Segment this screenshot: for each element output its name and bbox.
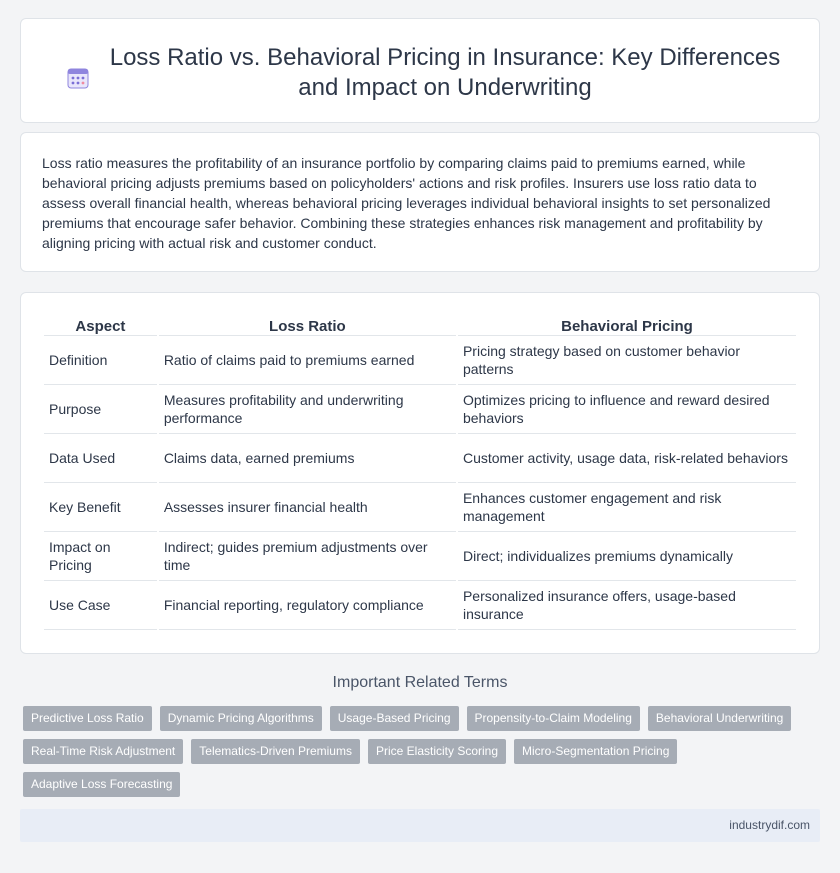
cell-aspect: Use Case	[44, 581, 157, 630]
related-terms-heading: Important Related Terms	[332, 674, 508, 691]
cell-aspect: Key Benefit	[44, 483, 157, 532]
cell-behavioral-pricing: Personalized insurance offers, usage-based insurance	[458, 581, 796, 630]
table-row	[44, 434, 796, 483]
cell-aspect: Purpose	[44, 385, 157, 434]
cell-behavioral-pricing: Customer activity, usage data, risk-related behaviors	[458, 434, 796, 483]
header-aspect: Aspect	[44, 314, 157, 336]
table-row	[44, 532, 796, 581]
table-row	[44, 581, 796, 630]
cell-aspect: Definition	[44, 336, 157, 385]
header-behavioral-pricing: Behavioral Pricing	[458, 314, 796, 336]
table-row	[44, 483, 796, 532]
related-term-tag[interactable]: Predictive Loss Ratio	[23, 706, 152, 731]
comparison-table-card	[20, 292, 820, 654]
cell-loss-ratio: Indirect; guides premium adjustments over time	[159, 532, 456, 581]
cell-loss-ratio: Measures profitability and underwriting performance	[159, 385, 456, 434]
table-row	[44, 385, 796, 434]
table-header-row	[44, 314, 796, 336]
related-term-tag[interactable]: Price Elasticity Scoring	[368, 739, 506, 764]
related-term-tag[interactable]: Usage-Based Pricing	[330, 706, 459, 731]
cell-behavioral-pricing: Direct; individualizes premiums dynamically	[458, 532, 796, 581]
title-card	[20, 18, 820, 123]
related-terms-list	[23, 706, 813, 805]
related-term-tag[interactable]: Adaptive Loss Forecasting	[23, 772, 180, 797]
cell-loss-ratio: Claims data, earned premiums	[159, 434, 456, 483]
related-term-tag[interactable]: Micro-Segmentation Pricing	[514, 739, 677, 764]
related-term-tag[interactable]: Propensity-to-Claim Modeling	[467, 706, 640, 731]
cell-loss-ratio: Financial reporting, regulatory compliance	[159, 581, 456, 630]
cell-behavioral-pricing: Optimizes pricing to influence and reward desired behaviors	[458, 385, 796, 434]
cell-behavioral-pricing: Pricing strategy based on customer behavior patterns	[458, 336, 796, 385]
comparison-table	[42, 314, 798, 630]
cell-loss-ratio: Assesses insurer financial health	[159, 483, 456, 532]
cell-aspect: Impact on Pricing	[44, 532, 157, 581]
header-loss-ratio: Loss Ratio	[159, 314, 456, 336]
cell-loss-ratio: Ratio of claims paid to premiums earned	[159, 336, 456, 385]
related-term-tag[interactable]: Behavioral Underwriting	[648, 706, 791, 731]
footer-site-link[interactable]: industrydif.com	[729, 818, 810, 832]
intro-card	[20, 132, 820, 272]
table-row	[44, 336, 796, 385]
intro-paragraph: Loss ratio measures the profitability of an insurance portfolio by comparing claims paid to premiums earned, while behavioral pricing adjusts premiums based on policyholders' actions and risk profiles. Insurers use loss ratio data to assess overall financial health, whereas behavioral pricing leverages individual behavioral insights to set personalized premiums that encourage safer behavior. Combining these strategies enhances risk management and profitability by aligning pricing with actual risk and customer conduct.	[42, 155, 771, 251]
page-title: Loss Ratio vs. Behavioral Pricing in Insurance: Key Differences and Impact on Underwriting	[109, 44, 781, 101]
footer	[20, 809, 820, 842]
related-term-tag[interactable]: Real-Time Risk Adjustment	[23, 739, 183, 764]
related-term-tag[interactable]: Dynamic Pricing Algorithms	[160, 706, 322, 731]
cell-aspect: Data Used	[44, 434, 157, 483]
calendar-grid-icon	[67, 67, 89, 89]
related-term-tag[interactable]: Telematics-Driven Premiums	[191, 739, 360, 764]
cell-behavioral-pricing: Enhances customer engagement and risk management	[458, 483, 796, 532]
